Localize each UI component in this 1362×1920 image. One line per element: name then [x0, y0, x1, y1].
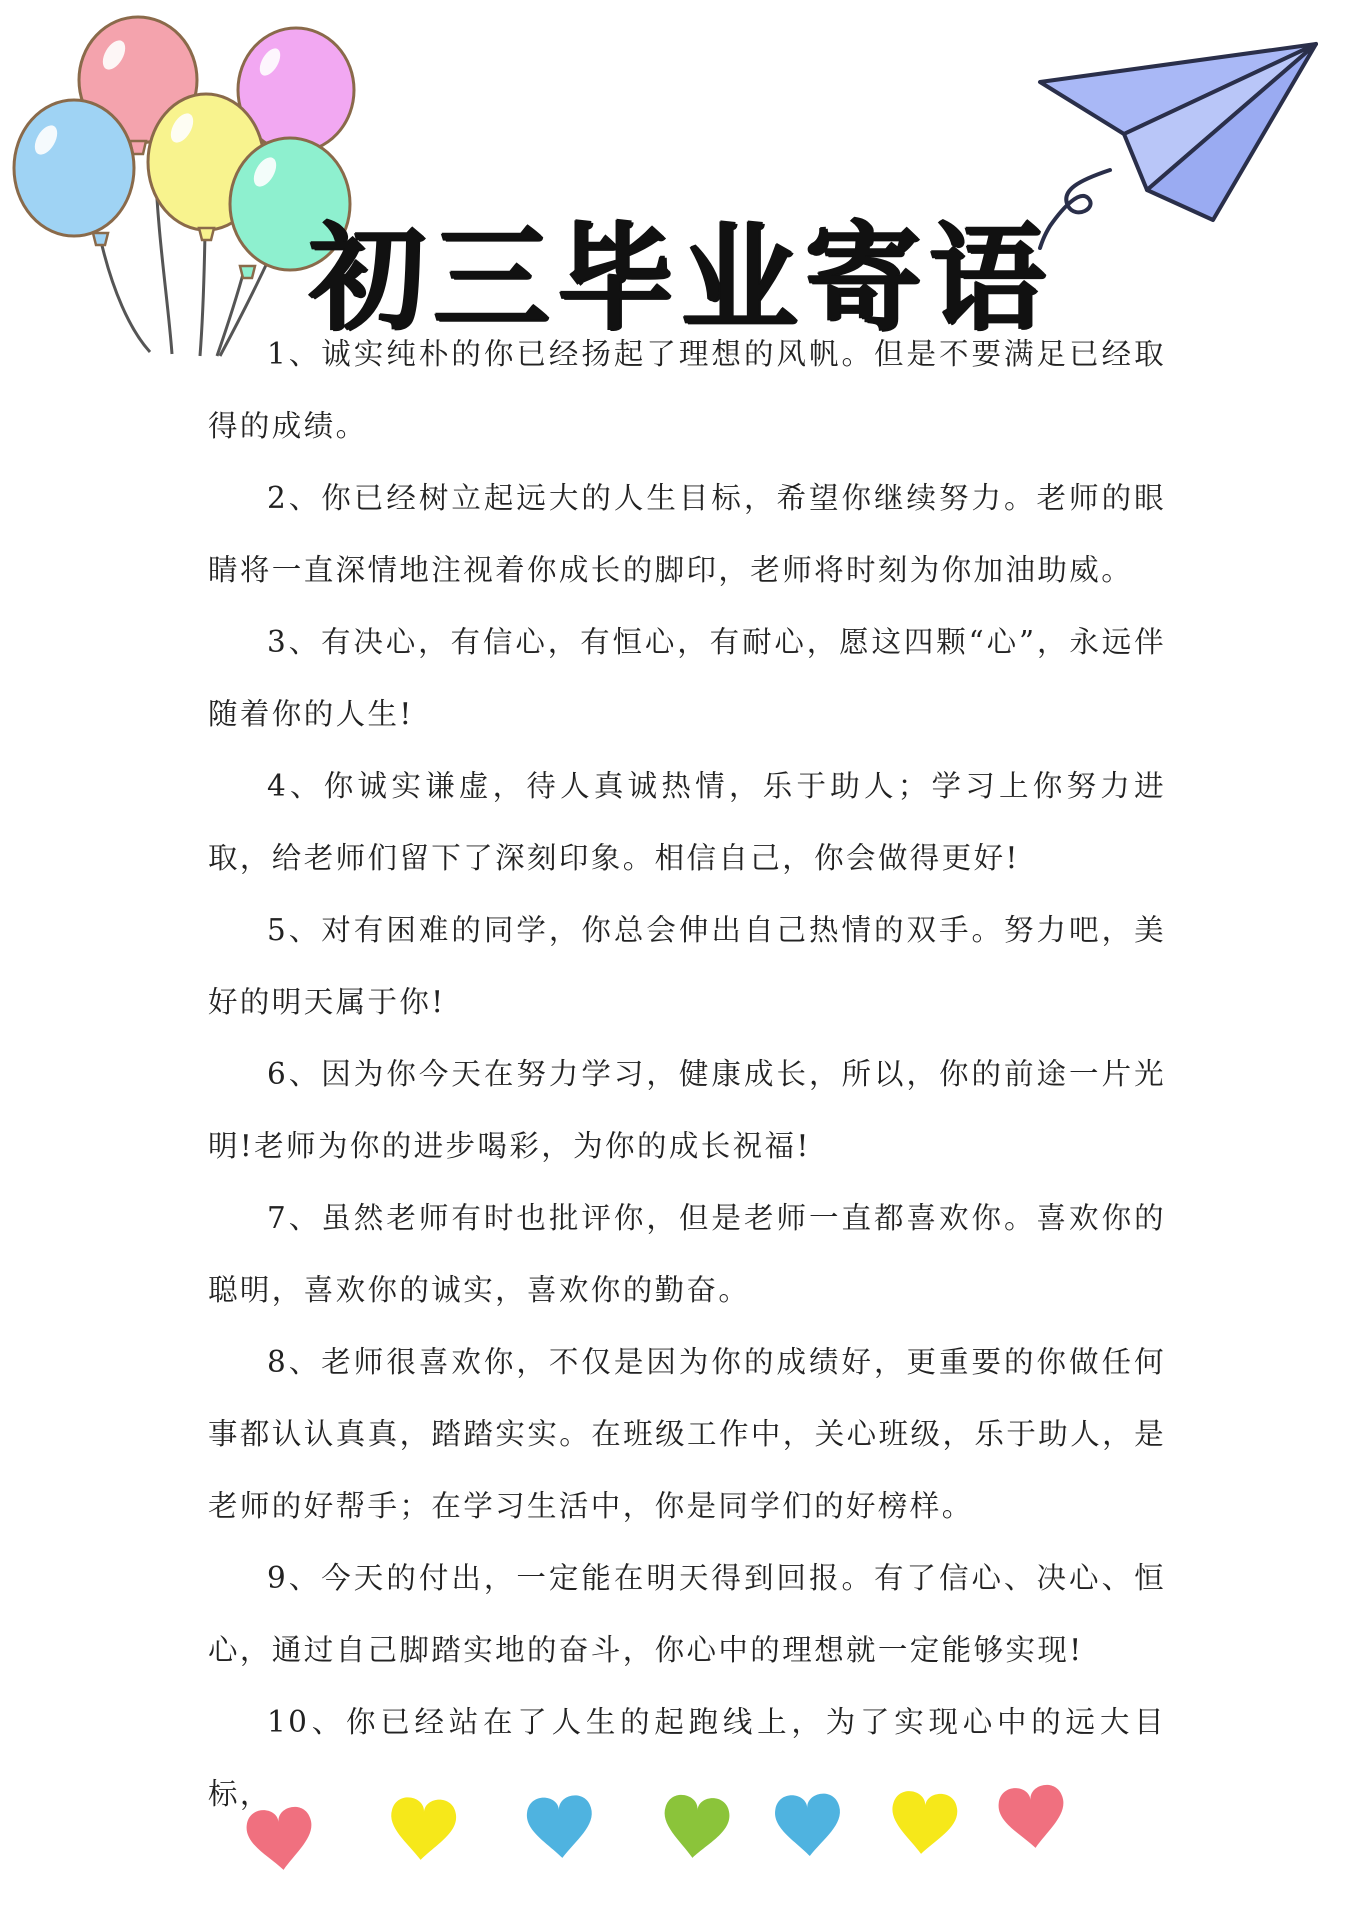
heart-icon	[997, 1783, 1068, 1851]
hearts-decoration	[230, 1780, 1110, 1890]
list-item: 5、对有困难的同学，你总会伸出自己热情的双手。努力吧，美好的明天属于你!	[208, 913, 1166, 1019]
list-item: 6、因为你今天在努力学习，健康成长，所以，你的前途一片光明!老师为你的进步喝彩，为你的成长祝福!	[208, 1057, 1166, 1163]
list-item: 8、老师很喜欢你，不仅是因为你的成绩好，更重要的你做任何事都认认真真，踏踏实实。在班级工作中，关心班级，乐于助人，是老师的好帮手；在学习生活中，你是同学们的好榜样。	[208, 1345, 1166, 1523]
list-item: 2、你已经树立起远大的人生目标，希望你继续努力。老师的眼睛将一直深情地注视着你成长的脚印，老师将时刻为你加油助威。	[208, 481, 1166, 587]
list-item: 9、今天的付出，一定能在明天得到回报。有了信心、决心、恒心，通过自己脚踏实地的奋斗，你心中的理想就一定能够实现!	[208, 1561, 1166, 1667]
heart-icon	[660, 1793, 731, 1861]
heart-icon	[388, 1796, 457, 1862]
heart-icon	[889, 1790, 959, 1857]
list-item: 10、你已经站在了人生的起跑线上，为了实现心中的远大目标，	[208, 1705, 1166, 1811]
heart-icon	[526, 1794, 595, 1860]
page-title: 初三毕业寄语	[309, 211, 1053, 346]
list-item: 7、虽然老师有时也批评你，但是老师一直都喜欢你。喜欢你的聪明，喜欢你的诚实，喜欢你的勤奋。	[208, 1201, 1166, 1307]
list-item: 1、诚实纯朴的你已经扬起了理想的风帆。但是不要满足已经取得的成绩。	[208, 337, 1166, 443]
list-item: 3、有决心，有信心，有恒心，有耐心，愿这四颗“心”，永远伴随着你的人生!	[208, 625, 1166, 731]
blessing-list	[208, 318, 1166, 1830]
heart-icon	[774, 1793, 842, 1858]
heart-icon	[245, 1805, 316, 1873]
list-item: 4、你诚实谦虚，待人真诚热情，乐于助人；学习上你努力进取，给老师们留下了深刻印象。相信自己，你会做得更好!	[208, 769, 1166, 875]
